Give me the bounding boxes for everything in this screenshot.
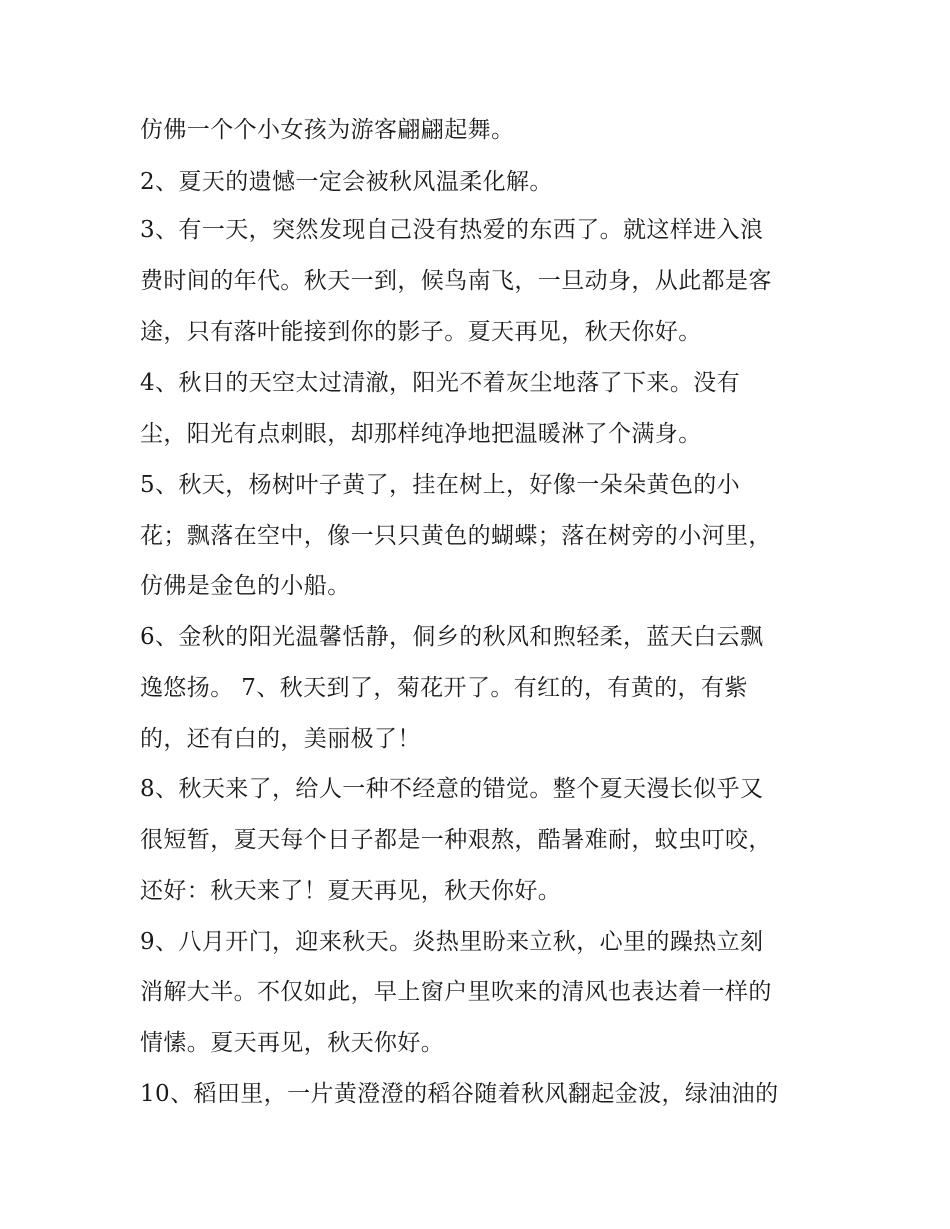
text-line: 6、金秋的阳光温馨恬静，侗乡的秋风和煦轻柔，蓝天白云飘: [140, 624, 764, 650]
text-line: 2、夏天的遗憾一定会被秋风温柔化解。: [140, 169, 553, 195]
text-line: 3、有一天，突然发现自己没有热爱的东西了。就这样进入浪: [140, 217, 764, 243]
text-line: 8、秋天来了，给人一种不经意的错觉。整个夏天漫长似乎又: [140, 776, 764, 802]
text-line: 仿佛是金色的小船。: [140, 573, 351, 599]
text-line: 花；飘落在空中，像一只只黄色的蝴蝶；落在树旁的小河里，: [140, 523, 772, 549]
text-line: 很短暂，夏天每个日子都是一种艰熬，酷暑难耐，蚊虫叮咬，: [140, 827, 772, 853]
text-line: 的，还有白的，美丽极了！: [140, 726, 421, 752]
text-line: 费时间的年代。秋天一到，候鸟南飞，一旦动身，从此都是客: [140, 268, 772, 294]
text-line: 情愫。夏天再见，秋天你好。: [140, 1030, 445, 1056]
text-line: 仿佛一个个小女孩为游客翩翩起舞。: [140, 117, 515, 143]
text-line: 逸悠扬。 7、秋天到了，菊花开了。有红的，有黄的，有紫: [140, 675, 748, 701]
text-line: 5、秋天，杨树叶子黄了，挂在树上，好像一朵朵黄色的小: [140, 472, 741, 498]
text-line: 还好：秋天来了！夏天再见，秋天你好。: [140, 878, 562, 904]
text-line: 消解大半。不仅如此，早上窗户里吹来的清风也表达着一样的: [140, 979, 772, 1005]
text-line: 尘，阳光有点刺眼，却那样纯净地把温暖淋了个满身。: [140, 421, 702, 447]
text-line: 途，只有落叶能接到你的影子。夏天再见，秋天你好。: [140, 319, 702, 345]
text-line: 10、稻田里，一片黄澄澄的稻谷随着秋风翻起金波，绿油油的: [140, 1081, 779, 1107]
text-line: 4、秋日的天空太过清澈，阳光不着灰尘地落了下来。没有: [140, 370, 741, 396]
text-line: 9、八月开门，迎来秋天。炎热里盼来立秋，心里的躁热立刻: [140, 929, 764, 955]
